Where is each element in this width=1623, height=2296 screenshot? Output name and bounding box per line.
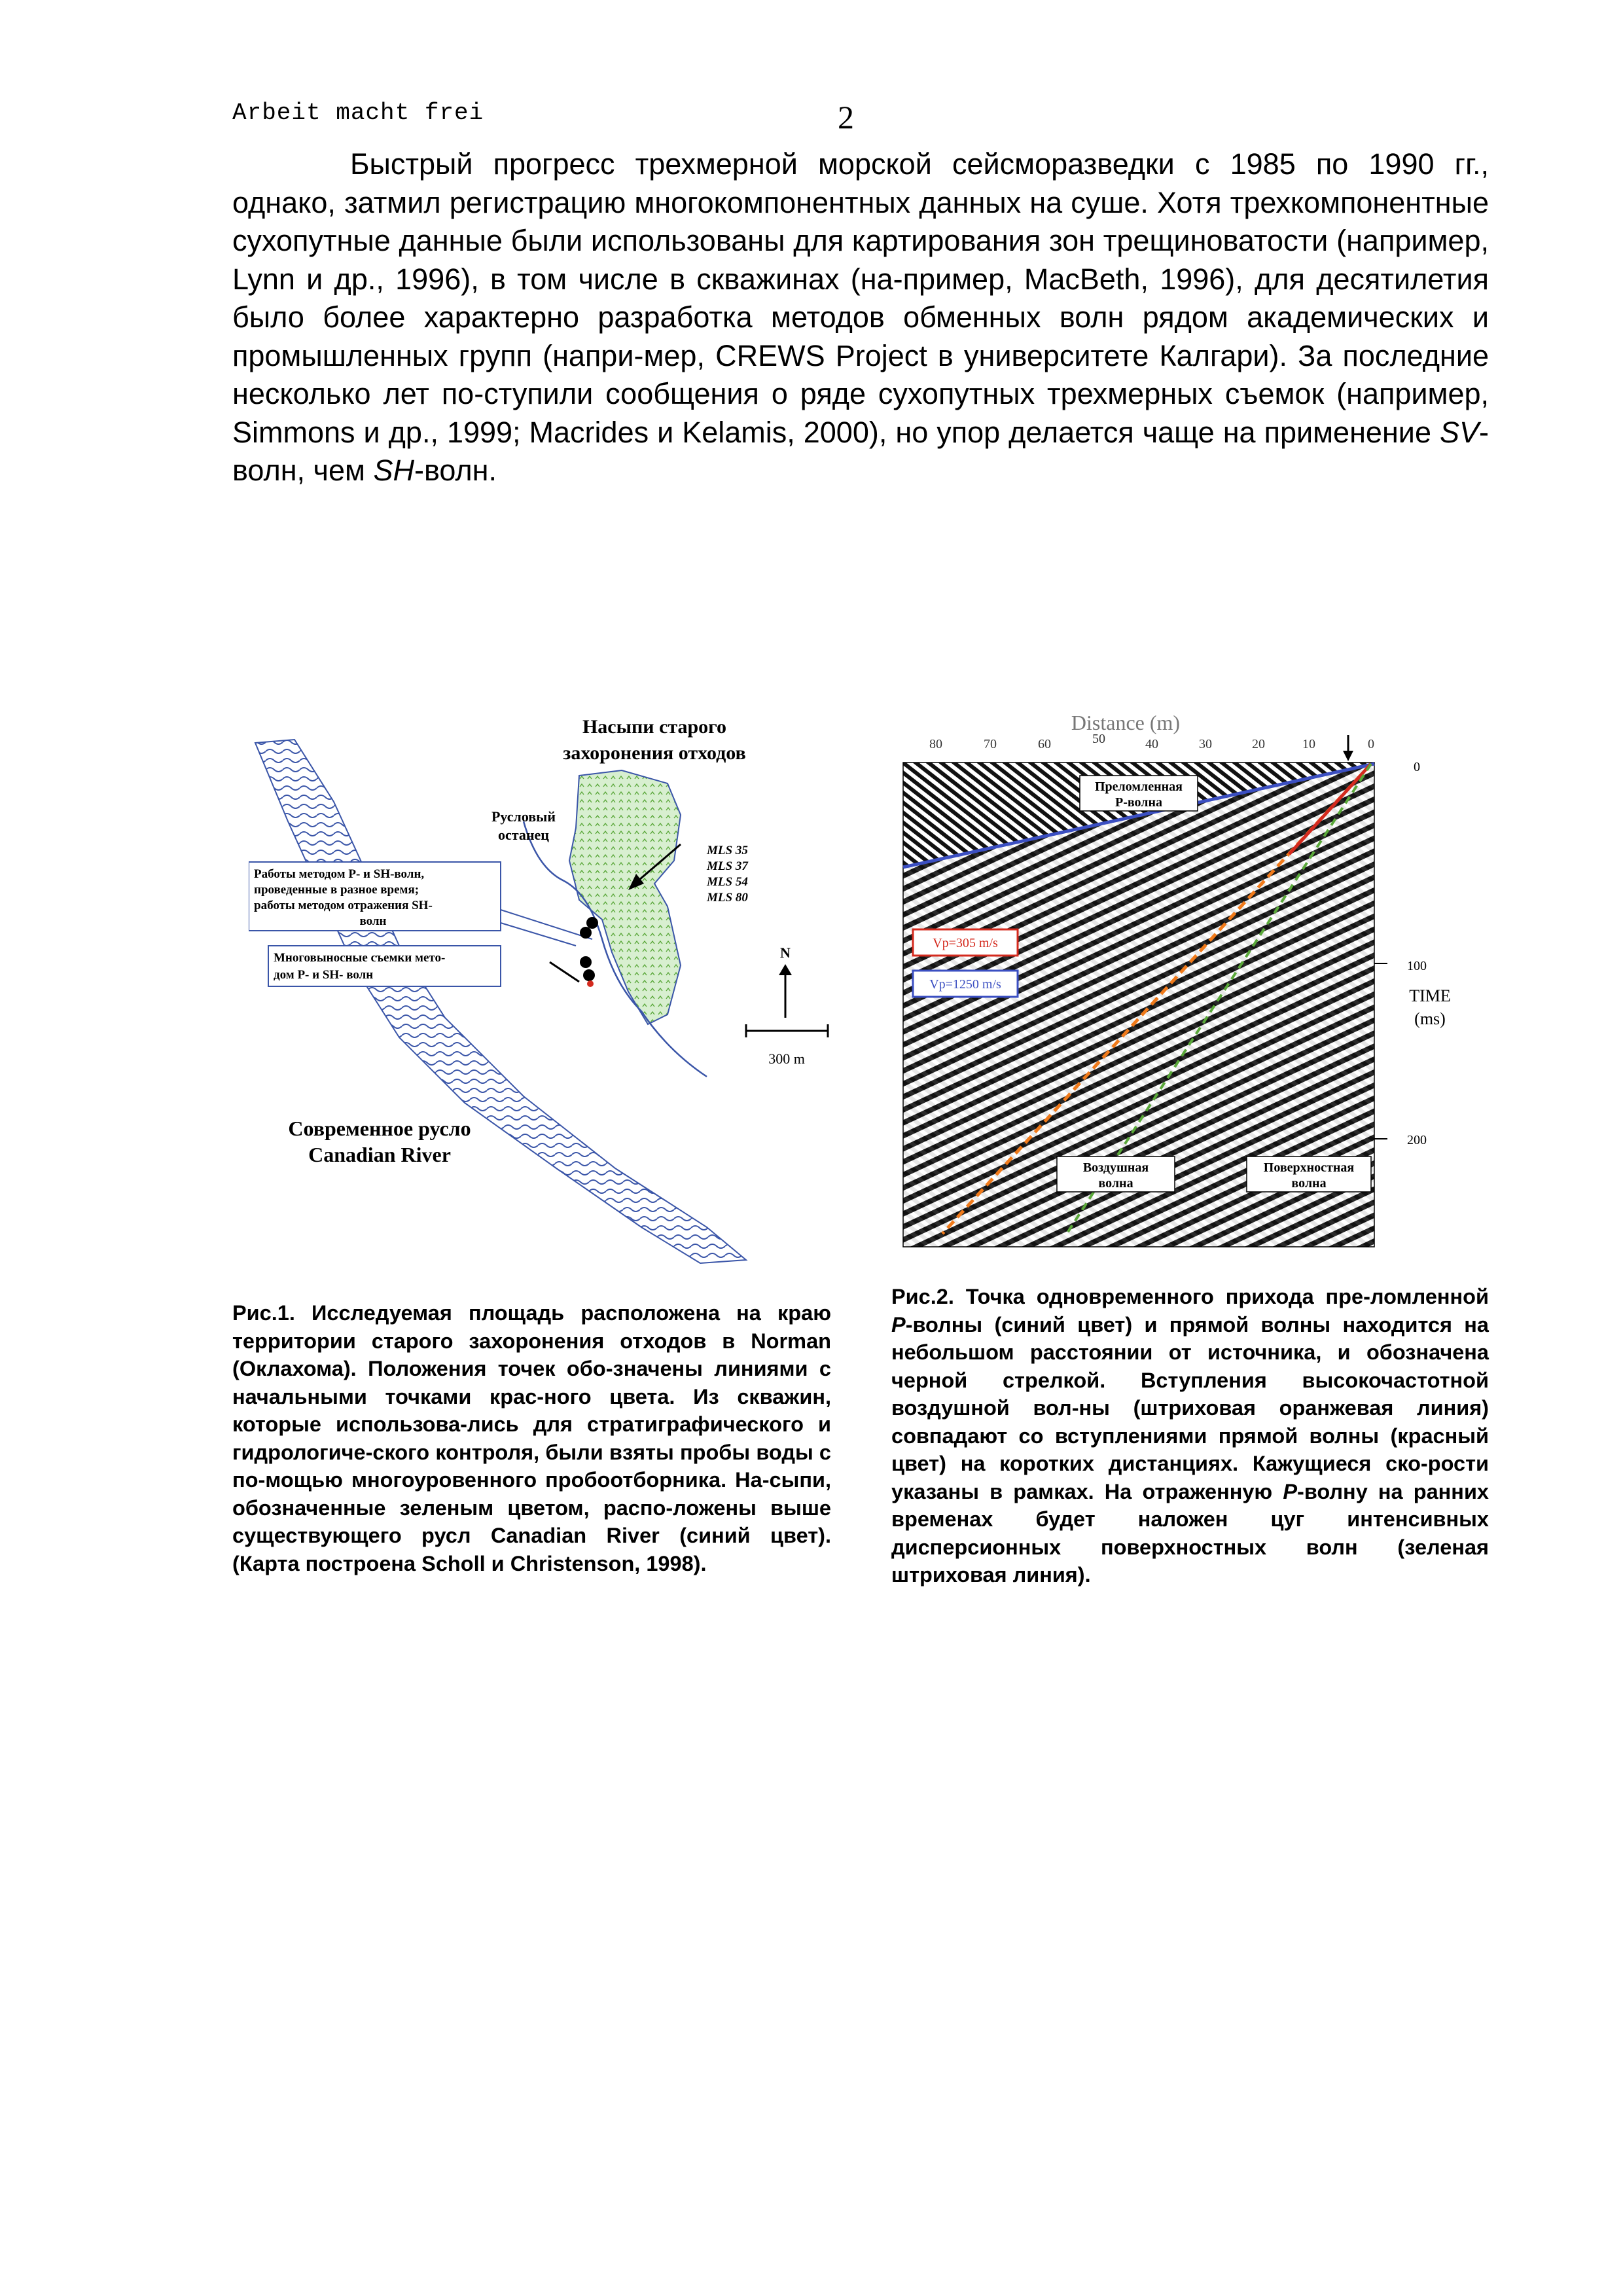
body-text-main: Быстрый прогресс трехмерной морской сейсморазведки с 1985 по 1990 гг., однако, затмил регистрацию многокомпонентных данных на суше. Хотя трехкомпонентные сухопутные данные были использованы для картирования зон трещиноватости (например, Lynn и др., 1996), в том числе в скважинах (на-пример, MacBeth, 1996), для десятилетия было более характерно разработка методов обменных волн рядом академических и промышленных групп (напри-мер, CREWS Project в университете Калгари). За последние несколько лет по-ступили сообщения о ряде сухопутных трехмерных съемок (например, Simmons и др., 1999; Macrides и Kelamis, 2000), но упор делается чаще на применение — [232, 147, 1489, 449]
cap2-part-a: Рис.2. Точка одновременного прихода пре-ломленной — [891, 1285, 1489, 1308]
body-text-end: -волн. — [414, 454, 497, 487]
x-tick-20: 20 — [1252, 737, 1265, 751]
body-text-mid: -волн, чем — [232, 415, 1489, 487]
cap2-p-term-1: P — [891, 1312, 906, 1336]
vp-label-2: Vp=1250 m/s — [929, 977, 1001, 992]
y-tick-100: 100 — [1407, 959, 1427, 973]
mls-label-1: MLS 35 — [707, 844, 748, 857]
surface-label-1: Поверхностная — [1263, 1160, 1355, 1175]
box1-line2: проведенные в разное время; — [254, 883, 419, 897]
figure-2-caption — [891, 1283, 1489, 1589]
x-tick-40: 40 — [1145, 737, 1158, 751]
fig1-title-2: захоронения отходов — [563, 742, 746, 764]
distance-axis-label: Distance (m) — [1071, 711, 1181, 734]
channel-label-2: останец — [498, 827, 549, 843]
river-label-2: Canadian River — [308, 1143, 451, 1166]
fig1-title-1: Насыпи старого — [582, 716, 727, 738]
y-tick-200: 200 — [1407, 1133, 1427, 1147]
x-tick-labels — [929, 732, 1374, 751]
box2-line2: дом P- и SH- волн — [274, 968, 374, 982]
cap2-p-term-2: P — [1283, 1479, 1297, 1503]
x-tick-0: 0 — [1368, 737, 1374, 751]
air-label-1: Воздушная — [1082, 1160, 1149, 1175]
page-number: 2 — [838, 99, 854, 135]
x-tick-70: 70 — [984, 737, 997, 751]
well-point-2 — [580, 927, 592, 939]
body-paragraph — [232, 145, 1489, 490]
box1-line3: работы методом отражения SH- — [254, 899, 433, 912]
mls-label-3: MLS 54 — [707, 875, 748, 889]
figure-2-seismogram — [890, 710, 1466, 1253]
air-label-2: волна — [1098, 1176, 1133, 1191]
x-tick-10: 10 — [1302, 737, 1315, 751]
well-point-1 — [586, 917, 598, 929]
y-tick-0: 0 — [1414, 760, 1420, 774]
box2-line1: Многовыносные съемки мето- — [274, 951, 446, 965]
seismogram-svg — [890, 710, 1466, 1253]
refracted-label-1: Преломленная — [1095, 780, 1183, 794]
cap2-part-c: -волну на ранних временах будет наложен цуг интенсивных дисперсионных поверхностных волн (зеленая штриховая линия). — [891, 1479, 1489, 1587]
well-point-3 — [580, 956, 592, 968]
time-axis-unit: (ms) — [1414, 1009, 1446, 1028]
scale-label: 300 m — [768, 1050, 805, 1067]
mls-label-4: MLS 80 — [707, 891, 748, 905]
vp-label-1: Vp=305 m/s — [933, 936, 998, 950]
x-tick-50: 50 — [1092, 732, 1105, 746]
refracted-label-2: P-волна — [1115, 795, 1163, 810]
surface-label-2: волна — [1291, 1176, 1327, 1191]
x-tick-80: 80 — [929, 737, 942, 751]
time-axis-label: TIME — [1409, 986, 1451, 1005]
waste-mound — [569, 770, 681, 1024]
cap2-part-b: -волны (синий цвет) и прямой волны находится на небольшом расстоянии от источника, и обозначена черной стрелкой. Вступления высокочастотной воздушной вол-ны (штриховая оранжевая линия) совпадают со вступлениями прямой волны (красный цвет) на коротких дистанциях. Кажущиеся ско-рости указаны в рамках. На отраженную — [891, 1312, 1489, 1503]
x-tick-30: 30 — [1199, 737, 1212, 751]
box1-line4: волн — [359, 914, 387, 928]
river-label-1: Современное русло — [288, 1117, 471, 1140]
channel-label-1: Русловый — [491, 808, 556, 825]
figure-1-caption: Рис.1. Исследуемая площадь расположена на краю территории старого захоронения отходов в Norman (Оклахома). Положения точек обо-значены линиями с начальными точками крас-ного цвета. Из скважин, которые использова-лись для стратиграфического и гидрологиче-ского контроля, были взяты пробы воды с по-мощью многоуровенного пробоотборника. На-сыпи, обозначенные зеленым цветом, распо-ложены выше существующего русл Canadian River (синий цвет). (Карта построена Scholl и Christenson, 1998). — [232, 1301, 831, 1575]
map-svg — [249, 710, 838, 1273]
figure-1-map — [249, 710, 838, 1273]
sv-term: SV — [1439, 415, 1479, 449]
box1-line1: Работы методом P- и SH-волн, — [254, 867, 425, 881]
running-title: Arbeit macht frei — [232, 99, 484, 126]
north-label: N — [780, 944, 791, 961]
x-tick-60: 60 — [1038, 737, 1051, 751]
sh-term: SH — [373, 454, 414, 487]
mls-label-2: MLS 37 — [707, 859, 748, 873]
well-point-4 — [583, 969, 595, 981]
